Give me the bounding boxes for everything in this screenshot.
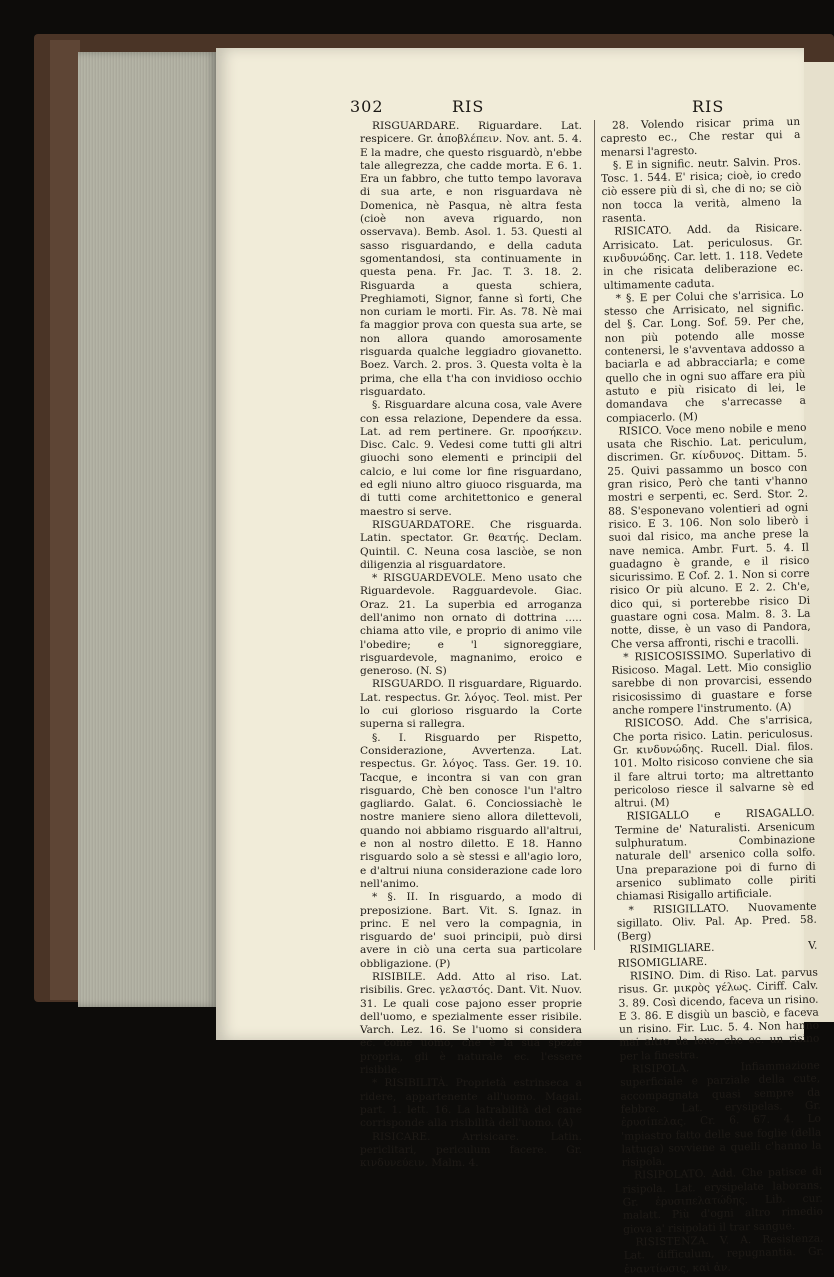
entry-risino: RISINO. Dim. di Riso. Lat. parvus risus. Gr. μικρὸς γέλως. Ciriff. Calv. 3. 89. Così dicendo, faceva un risino. E 3. 86. E disgiù un basciò, e faceva un risino. Fir. Luc. 5. 4. Non hanno mai altro da loro, che ec. un risino per la finestra. [618, 966, 820, 1063]
entry-risibile: RISIBILE. Add. Atto al riso. Lat. risibilis. Grec. γελαστός. Dant. Vit. Nuov. 31. Le quali cose pajono esser proprie dell'uomo, e spezialmente esser risibile. Varch. Lez. 16. Se l'uomo si considera ec. come uomo, che è la sua spezie propria, gli è naturale ec. l'essere risibile. [360, 971, 582, 1077]
entry-risguardare-sub: §. Risguardare alcuna cosa, vale Avere con essa relazione, Dependere da essa. Lat. ad rem pertinere. Gr. προσήκειν. Disc. Calc. 9. Vedesi come tutti gli altri giuochi sono elementi e principii del calcio, e lui come lor fine risguardano, ed egli niuno altro giuoco risguarda, ma di tutti come architettonico e general maestro si serve. [360, 399, 582, 518]
entry-risguardo-sub2: * §. II. In risguardo, a modo di preposizione. Bart. Vit. S. Ignaz. in princ. E nel vero la compagnia, in risguardo de' suoi principii, può dirsi avere in ciò una certa sua particolare obbligazione. (P) [360, 891, 582, 970]
right-column [600, 116, 824, 1277]
running-head-right: RIS [692, 97, 725, 116]
entry-risguardo-sub1: §. I. Risguardo per Rispetto, Considerazione, Avvertenza. Lat. respectus. Gr. λόγος. Tass. Ger. 19. 10. Tacque, e incontra si van con gran risguardo, Chè ben conosce l'un l'altro gagliardo. Galat. 6. Conciossiachè le nostre maniere sieno allora dilettevoli, quando noi abbiamo risguardo all'altrui, e non al nostro diletto. E 18. Hanno risguardo solo a sè stessi e all'agio loro, e d'altrui niuna considerazione cade loro nell'animo. [360, 731, 582, 890]
entry-risipola: RISIPOLA. Infiammazione superficiale e parziale della cute, accompagnata quasi sempre da febbre. Lat. erysipelas. Gr. ἐρυσίπελας. Cr. 6. 67. 4. Lo 'mpiastro fatto delle sue foglie (della lattuga) sovviene a quelli c'hanno la risipola. [620, 1059, 822, 1169]
entry-risguardatore: RISGUARDATORE. Che risguarda. Latin. spectator. Gr. θεατής. Declam. Quintil. C. Neuna cosa lasciòe, se non diligenzia al risguardatore. [360, 518, 582, 571]
entry-risguardare: RISGUARDARE. Riguardare. Lat. respicere. Gr. ἀποβλέπειν. Nov. ant. 5. 4. E la madre, che questo risguardò, n'ebbe tale allegrezza, che cadde morta. E 6. 1. Era un fabbro, che tutto tempo lavorava di sua arte, e non risguardava nè Domenica, nè Pasqua, nè altra festa (cioè non aveva riguardo, non osservava). Bemb. Asol. 1. 53. Questi al sasso risguardando, e della caduta sgomentandosi, sta continuamente in questa pena. Fr. Jac. T. 3. 18. 2. Risguarda a questa schiera, Preghiamoti, Signor, fanne sì forti, Che non curiam le morti. Fir. As. 78. Nè mai fa maggior prova con questa sua arte, se non allora quando amorosamente risguarda qualche leggiadro giovanetto. Boez. Varch. 2. pros. 3. Questa volta è la prima, che ella t'ha con invidioso occhio risguardato. [360, 120, 582, 398]
entry-risicoso: RISICOSO. Add. Che s'arrisica, Che porta risico. Latin. periculosus. Gr. κινδυνώδης. Rucell. Dial. filos. 101. Molto risicoso conviene che sia il fare altrui torto; ma altrettanto pericoloso riesce il salvarne sè ed altrui. (M) [612, 714, 815, 810]
column-divider [594, 120, 595, 950]
entry-risico: RISICO. Voce meno nobile e meno usata che Rischio. Lat. periculum, discrimen. Gr. κίνδυνος. Dittam. 5. 25. Quivi passammo un bosco con gran risico, Però che tanti v'hanno mostri e serpenti, ec. Serd. Stor. 2. 88. S'esponevano volentieri ad ogni risico. E 3. 106. Non solo liberò i suoi dal risico, ma anche prese la nave nemica. Ambr. Furt. 5. 4. Il guadagno è grande, e il risico sicurissimo. E Cof. 2. 1. Non si corre risico Or più alcuno. E 2. 2. Ch'e, dico qui, si porterebbe risico Di guastare ogni cosa. Malm. 8. 3. La notte, disse, è un vaso di Pandora, Che versa affronti, rischi e tracolli. [606, 421, 811, 651]
entry-risigillato: * RISIGILLATO. Nuovamente sigillato. Oliv. Pal. Ap. Pred. 58. (Berg) [616, 900, 817, 943]
entry-risimigliare: RISIMIGLIARE. V. RISOMIGLIARE. [617, 940, 818, 970]
page-number: 302 [350, 97, 384, 116]
entry-risibilita: * RISIBILITÀ. Proprietà estrinseca a ridere, appartenente all'uomo. Magal. part. 1. lett. 16. La latrabilità del cane corrisponde alla risibilità dell'uomo. (A) [360, 1077, 582, 1130]
entry-risguardo: RISGUARDO. Il risguardare, Riguardo. Lat. respectus. Gr. λόγος. Teol. mist. Per lo cui glorioso risguardo la Corte superna si rallegra. [360, 678, 582, 731]
entry-risipolato: RISIPOLATO. Add. Che patisce di risipola. Lat. erysipelate laborans. Gr. ἐρυσιπελατώδης. Lib. cur. malatt. Più d'ogni altro rimedio giova a' risipolati il trar sangue. [622, 1166, 824, 1236]
running-head-left: RIS [452, 97, 485, 116]
entry-risicosissimo: * RISICOSISSIMO. Superlativo di Risicoso. Magal. Lett. Mio consiglio sarebbe di non provarcisi, essendo risicosissimo di guastare e forse anche rompere l'instrumento. (A) [611, 647, 813, 717]
entry-risicato-sub: * §. E per Colui che s'arrisica. Lo stesso che Arrisicato, nel signific. del §. Car. Long. Sof. 59. Per che, non più potendo alle mosse contenersi, le s'avventava addosso a baciarla e ad abbracciarla; e come quello che in ogni suo affare era più astuto e più risicato di lei, le domandava che s'arrecasse a compiacerlo. (M) [603, 288, 807, 425]
book-spine-edge [50, 40, 80, 1000]
entry-risguardevole: * RISGUARDEVOLE. Meno usato che Riguardevole. Ragguardevole. Giac. Oraz. 21. La superbia ed arroganza dell'animo non ornato di dottrina ..... chiama atto vile, e proprio di animo vile l'obedire; e 'l signoreggiare, risguardevole, magnanimo, eroico e generoso. (N. S) [360, 572, 582, 678]
entry-risicare-cont: 28. Volendo risicar prima un capresto ec., Che restar qui a menarsi l'agresto. [600, 115, 801, 159]
entry-risicato: RISICATO. Add. da Risicare. Arrisicato. Lat. periculosus. Gr. κινδυνώδης. Car. lett. 1. 118. Vedete in che risicata deliberazione ec. ultimamente caduta. [602, 222, 804, 292]
left-column [360, 120, 582, 1170]
entry-risigallo: RISIGALLO e RISAGALLO. Termine de' Naturalisti. Arsenicum sulphuratum. Combinazione naturale dell' arsenico colla solfo. Una preparazione poi di furno di arsenico sublimato colle piriti chiamasi Risigallo artificiale. [614, 807, 817, 904]
entry-risistenza: RISISTENZA. V. A. Resistenza. Lat. difficulum, repugnantia. Gr. ἐναντίωσις, καὶ ἀν. [623, 1232, 824, 1276]
entry-risicare: RISICARE. Arrisicare. Latin. periclitari, periculum facere. Gr. κινδυνεύειν. Malm. 4. [360, 1130, 582, 1170]
entry-risicare-sub: §. E in signific. neutr. Salvin. Pros. Tosc. 1. 544. E' risica; cioè, io credo ciò essere più di sì, che di no; se ciò non tocca la verità, almeno la rasenta. [601, 155, 802, 226]
page-edges [78, 52, 218, 1007]
